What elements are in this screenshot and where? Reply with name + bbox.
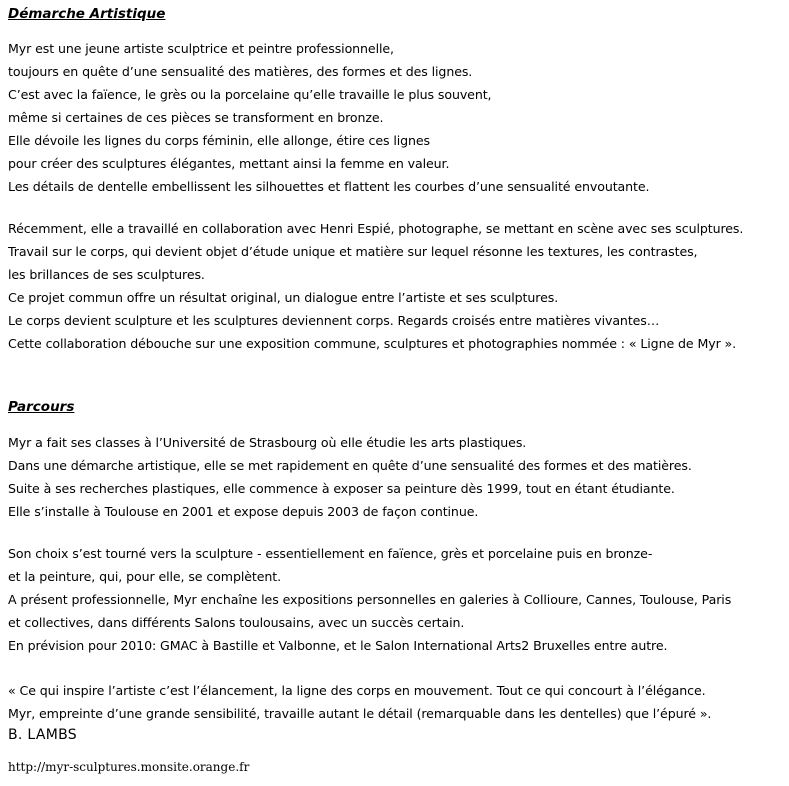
text-line: Son choix s’est tourné vers la sculpture - essentiellement en faïence, grès et porcelaine puis en bronze- <box>8 546 653 561</box>
text-line: En prévision pour 2010: GMAC à Bastille et Valbonne, et le Salon International Arts2 Bruxelles entre autre. <box>8 638 668 653</box>
text-line: les brillances de ses sculptures. <box>8 267 205 282</box>
text-line: Cette collaboration débouche sur une exposition commune, sculptures et photographies nommée : « Ligne de Myr ». <box>8 336 737 351</box>
quote-line: Myr, empreinte d’une grande sensibilité, travaille autant le détail (remarquable dans les dentelles) que l’épuré ». <box>8 706 712 721</box>
signature: B. LAMBS <box>8 727 77 743</box>
text-line: C’est avec la faïence, le grès ou la porcelaine qu’elle travaille le plus souvent, <box>8 87 492 102</box>
text-line: Les détails de dentelle embellissent les silhouettes et flattent les courbes d’une sensualité envoutante. <box>8 179 650 194</box>
website-url: http://myr-sculptures.monsite.orange.fr <box>8 760 250 774</box>
text-line: Elle dévoile les lignes du corps féminin, elle allonge, étire ces lignes <box>8 133 431 148</box>
text-line: Myr a fait ses classes à l’Université de Strasbourg où elle étudie les arts plastiques. <box>8 435 527 450</box>
text-line: toujours en quête d’une sensualité des matières, des formes et des lignes. <box>8 64 473 79</box>
text-line: Ce projet commun offre un résultat original, un dialogue entre l’artiste et ses sculptures. <box>8 290 559 305</box>
text-line: A présent professionnelle, Myr enchaîne les expositions personnelles en galeries à Collioure, Cannes, Toulouse, Paris <box>8 592 732 607</box>
text-line: Elle s’installe à Toulouse en 2001 et expose depuis 2003 de façon continue. <box>8 504 479 519</box>
section-title-parcours: Parcours <box>8 399 75 415</box>
text-line: Suite à ses recherches plastiques, elle commence à exposer sa peinture dès 1999, tout en étant étudiante. <box>8 481 675 496</box>
text-line: et collectives, dans différents Salons toulousains, avec un succès certain. <box>8 615 465 630</box>
quote-line: « Ce qui inspire l’artiste c’est l’élancement, la ligne des corps en mouvement. Tout ce qui concourt à l’élégance. <box>8 683 706 698</box>
text-line: Dans une démarche artistique, elle se met rapidement en quête d’une sensualité des formes et des matières. <box>8 458 692 473</box>
text-line: Myr est une jeune artiste sculptrice et peintre professionnelle, <box>8 41 394 56</box>
text-line: Le corps devient sculpture et les sculptures deviennent corps. Regards croisés entre matières vivantes… <box>8 313 660 328</box>
text-line: et la peinture, qui, pour elle, se complètent. <box>8 569 282 584</box>
text-line: pour créer des sculptures élégantes, mettant ainsi la femme en valeur. <box>8 156 450 171</box>
text-line: même si certaines de ces pièces se transforment en bronze. <box>8 110 384 125</box>
section-title-demarche: Démarche Artistique <box>8 6 166 22</box>
text-line: Récemment, elle a travaillé en collaboration avec Henri Espié, photographe, se mettant en scène avec ses sculptures. <box>8 221 744 236</box>
text-line: Travail sur le corps, qui devient objet d’étude unique et matière sur lequel résonne les textures, les contrastes, <box>8 244 698 259</box>
